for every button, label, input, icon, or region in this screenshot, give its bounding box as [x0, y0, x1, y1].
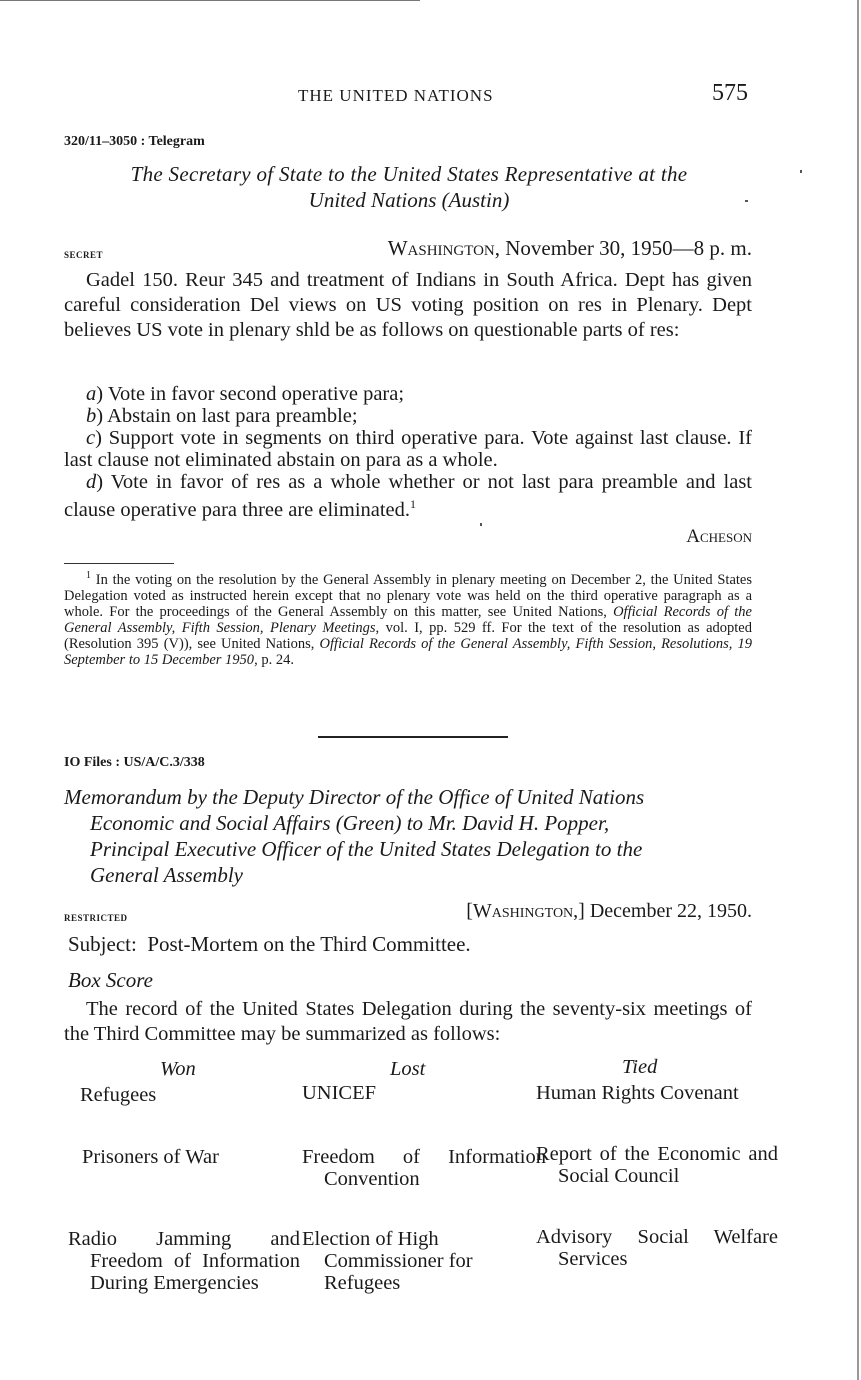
lost-item-3: Election of High Commissioner for Refugees — [302, 1228, 473, 1294]
item-letter: c — [86, 427, 96, 449]
won-item-2: Prisoners of War — [82, 1146, 219, 1168]
doc2-heading-line3: Principal Executive Officer of the United States Delegation to the — [90, 837, 643, 861]
item-text: Vote in favor second operative para; — [107, 383, 405, 405]
lost-item-2: Freedom of Information Convention — [302, 1146, 546, 1190]
doc1-item-a: a) Vote in favor second operative para; — [86, 383, 405, 405]
doc2-dateline-date: ,] December 22, 1950. — [573, 900, 752, 922]
doc1-classification: secret — [64, 246, 104, 261]
item-letter: b — [86, 405, 97, 427]
doc1-item-b: b) Abstain on last para preamble; — [86, 405, 358, 427]
page-edge-shadow — [857, 0, 859, 1380]
scan-speck — [480, 523, 482, 526]
page-number: 575 — [712, 80, 748, 106]
subject-text: Post-Mortem on the Third Committee. — [147, 932, 471, 956]
won-item-1: Refugees — [80, 1084, 157, 1106]
doc1-dateline-date: , November 30, 1950—8 p. m. — [494, 236, 752, 260]
doc1-file-reference: 320/11–3050 : Telegram — [64, 134, 205, 149]
tied-item-1: Human Rights Covenant — [536, 1082, 739, 1104]
footnote-text: In the voting on the resolution by the General Assembly in plenary meeting on December 2, the United States Delegation voted as instructed herein except that no plenary vote was held on the third operative paragraph as a whole. For the proceedings of the General Assembly on this matter, see United Nations, — [64, 571, 752, 620]
doc1-item-list — [64, 383, 752, 521]
doc2-section-title: Box Score — [68, 968, 153, 992]
top-edge-rule — [0, 0, 420, 1]
tied-item-3: Advisory Social Welfare Services — [536, 1226, 778, 1270]
column-header-lost: Lost — [390, 1058, 426, 1080]
doc1-footnote — [64, 568, 752, 668]
bracket: [ — [466, 900, 473, 922]
doc2-dateline-place: Washington — [472, 900, 574, 922]
doc1-item-c: c) Support vote in segments on third operative para. Vote against last clause. If last clause not eliminated abstain on para as a whole. — [64, 427, 752, 471]
running-header: THE UNITED NATIONS — [298, 86, 494, 105]
footnote-text: , vol. I, pp. 529 ff. For the text of the resolution as adopted (Resolution 395 (V)), see United Nations, — [64, 619, 752, 652]
footnote-marker: 1 — [86, 570, 91, 581]
footnote-text: , p. 24. — [254, 651, 294, 668]
won-item-3: Radio Jamming and Freedom of Information During Emergencies — [68, 1228, 300, 1294]
item-text: Support vote in segments on third operative para. Vote against last clause. If last clause not eliminated abstain on para as a whole. — [64, 427, 752, 471]
scan-speck — [745, 200, 748, 202]
tied-item-2: Report of the Economic and Social Council — [536, 1143, 778, 1187]
doc1-body: Gadel 150. Reur 345 and treatment of Indians in South Africa. Dept has given careful consideration Del views on US voting position on res in Plenary. Dept believes US vote in plenary shld be as follows on questionable parts of res: — [64, 269, 752, 341]
footnote-separator — [64, 563, 174, 564]
footnote-reference: 1 — [410, 497, 417, 511]
doc1-signature: Acheson — [686, 526, 752, 547]
doc1-dateline-place: Washington — [387, 236, 495, 260]
doc2-heading-line2: Economic and Social Affairs (Green) to Mr. David H. Popper, — [90, 811, 610, 835]
doc2-file-reference: IO Files : US/A/C.3/338 — [64, 755, 205, 770]
doc1-heading-line2: United Nations (Austin) — [308, 188, 510, 212]
doc2-heading-line1: Memorandum by the Deputy Director of the Office of United Nations — [64, 785, 645, 809]
doc1-item-d: d) Vote in favor of res as a whole whether or not last para preamble and last clause operative para three are eliminated.$^1$ — [64, 471, 752, 521]
scan-speck — [800, 170, 802, 173]
item-text: Abstain on last para preamble; — [107, 405, 358, 427]
subject-label: Subject: — [68, 932, 137, 956]
column-header-won: Won — [160, 1058, 196, 1080]
doc2-dateline — [330, 900, 752, 923]
doc2-classification: restricted — [64, 909, 128, 924]
doc2-intro: The record of the United States Delegation during the seventy-six meetings of the Third Committee may be summarized as follows: — [64, 998, 752, 1045]
item-letter: d — [86, 471, 97, 493]
column-header-tied: Tied — [622, 1056, 658, 1078]
doc1-dateline — [334, 236, 752, 261]
item-letter: a — [86, 383, 97, 405]
document-separator — [318, 736, 508, 738]
doc2-heading-line4: General Assembly — [90, 863, 243, 887]
doc2-subject — [68, 932, 471, 957]
doc1-heading-line1: The Secretary of State to the United States Representative at the — [130, 162, 688, 186]
footnote-citation: Official Records of the General Assembly, Fifth Session, Plenary Meetings — [64, 603, 752, 636]
footnote-citation: Official Records of the General Assembly, Fifth Session, Resolutions, 19 September to 15 December 1950 — [64, 635, 753, 668]
lost-item-1: UNICEF — [302, 1082, 377, 1104]
item-text: Vote in favor of res as a whole whether or not last para preamble and last clause operative para three are eliminated. — [64, 471, 752, 521]
